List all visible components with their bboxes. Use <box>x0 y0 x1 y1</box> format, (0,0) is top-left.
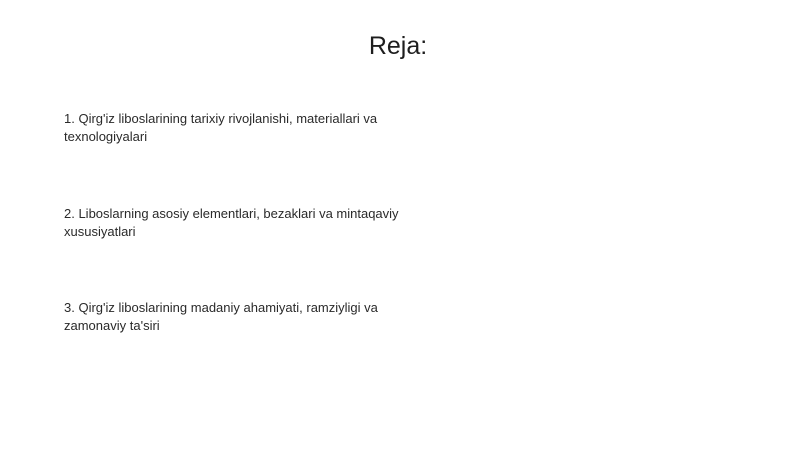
plan-item-1: 1. Qirg'iz liboslarining tarixiy rivojlanishi, materiallari va texnologiyalari <box>64 111 378 144</box>
plan-item-2: 2. Liboslarning asosiy elementlari, bezaklari va mintaqaviy xususiyatlari <box>64 206 399 239</box>
plan-item-3: 3. Qirg'iz liboslarining madaniy ahamiyati, ramziyligi va zamonaviy ta'siri <box>64 300 378 333</box>
slide-title: Reja: <box>368 32 428 60</box>
